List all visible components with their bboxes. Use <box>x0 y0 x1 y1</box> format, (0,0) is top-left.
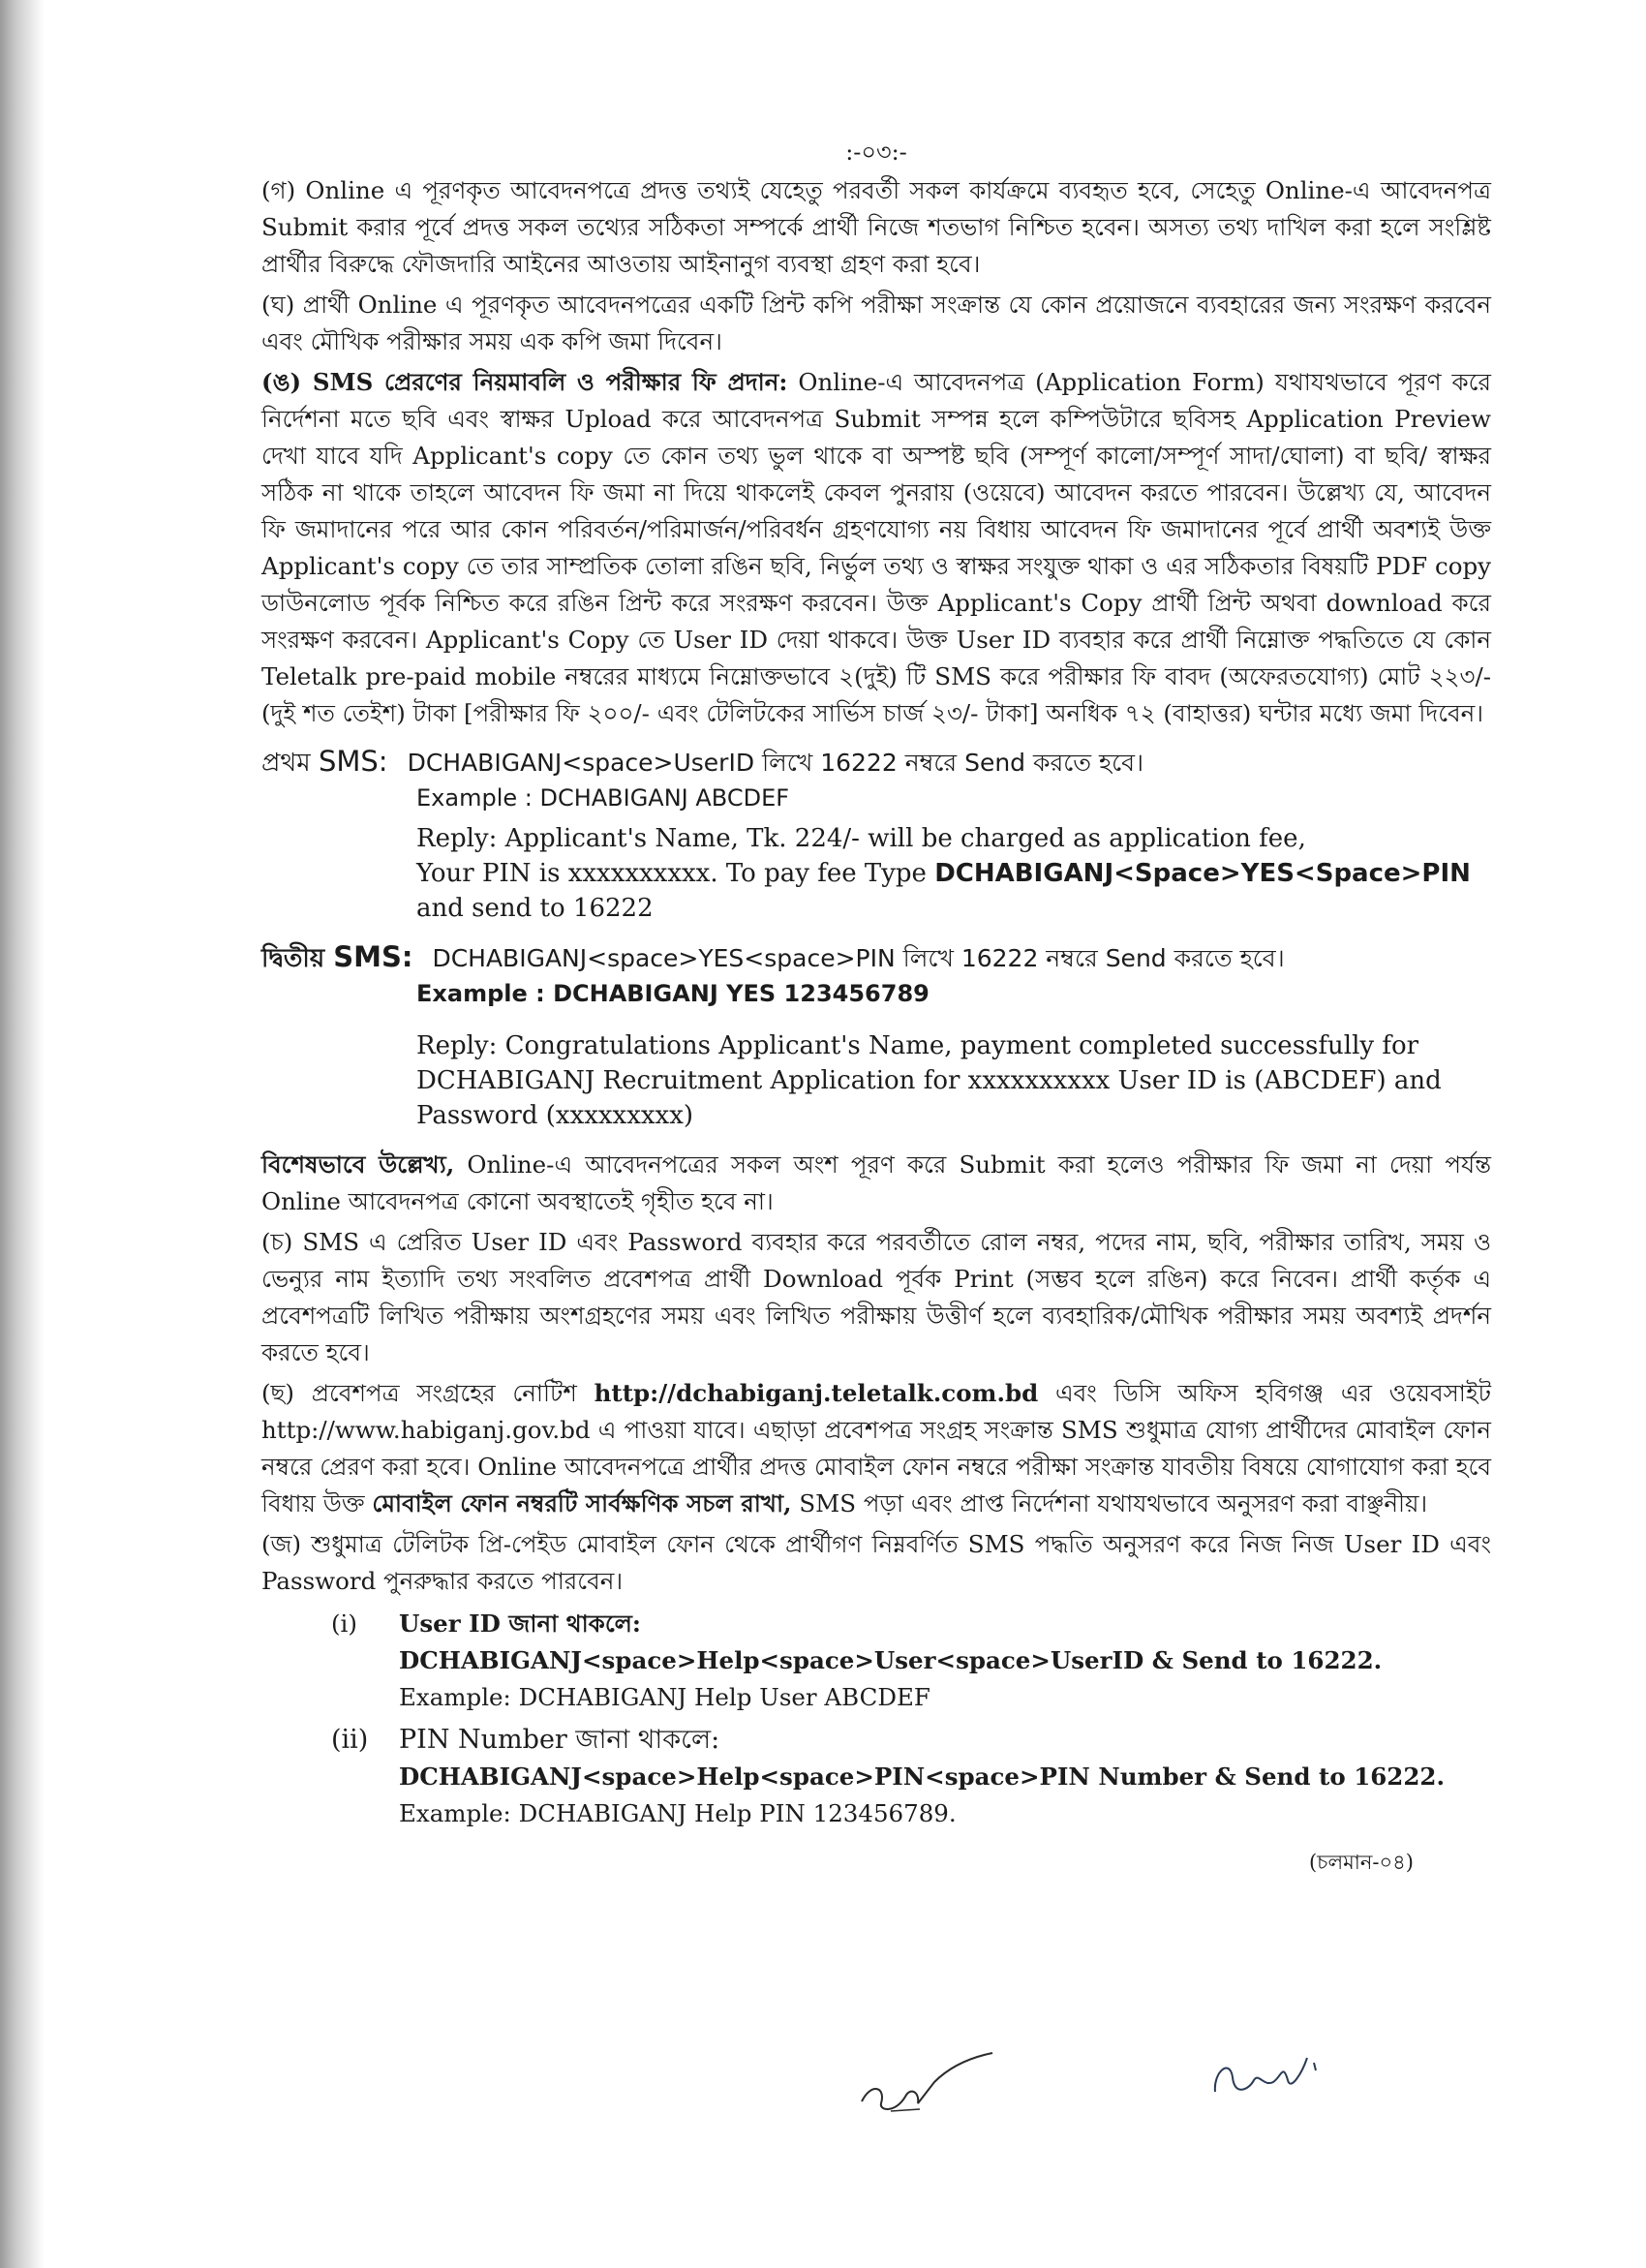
paragraph-gha: (ঘ) প্রার্থী Online এ পূরণকৃত আবেদনপত্রের একটি প্রিন্ট কপি পরীক্ষা সংক্রান্ত যে কোন প্রয়োজনে ব্যবহারের জন্য সংরক্ষণ করবেন এবং মৌখিক পরীক্ষার সময় এক কপি জমা দিবেন। <box>261 291 1491 355</box>
sms-second-reply <box>261 1028 1491 1133</box>
special-note-bold: বিশেষভাবে উল্লেখ্য, <box>261 1150 455 1179</box>
sms-first-command: DCHABIGANJ<space>UserID লিখে 16222 নম্বরে Send করতে হবে। <box>407 749 1144 777</box>
paragraph-cha: (চ) SMS এ প্রেরিত User ID এবং Password ব্যবহার করে পরবর্তীতে রোল নম্বর, পদের নাম, ছবি, পরীক্ষার তারিখ, সময় ও ভেন্যুর নাম ইত্যাদি তথ্য সংবলিত প্রবেশপত্র প্রার্থী Download পূর্বক Print (সম্ভব হলে রঙিন) করে নিবেন। প্রার্থী কর্তৃক এ প্রবেশপত্রটি লিখিত পরীক্ষায় অংশগ্রহণের সময় এবং লিখিত পরীক্ষায় উত্তীর্ণ হলে ব্যবহারিক/মৌখিক পরীক্ষার সময় অবশ্যই প্রদর্শন করতে হবে। <box>261 1228 1491 1366</box>
sms-first-label-sms: SMS: <box>318 745 388 778</box>
special-note <box>261 1147 1491 1220</box>
paragraph-chha <box>261 1375 1491 1522</box>
sms-second-label <box>261 939 412 976</box>
sms-second-label-prefix: দ্বিতীয় <box>261 944 325 973</box>
recovery-item-ii-command: DCHABIGANJ<space>Help<space>PIN<space>PIN Number & Send to 16222. <box>399 1762 1445 1791</box>
recovery-item-i-example: Example: DCHABIGANJ Help User ABCDEF <box>399 1683 930 1711</box>
sms-first-reply-line-1: Reply: Applicant's Name, Tk. 224/- will be charged as application fee, <box>416 824 1306 853</box>
sms-first-head <box>261 744 1491 781</box>
document-page <box>261 134 1491 1881</box>
recovery-item-i-title: User ID জানা থাকলে: <box>399 1609 641 1638</box>
paragraph-ga: (গ) Online এ পূরণকৃত আবেদনপত্রে প্রদত্ত তথ্যই যেহেতু পরবর্তী সকল কার্যক্রমে ব্যবহৃত হবে, সেহেতু Online-এ আবেদনপত্র Submit করার পূর্বে প্রদত্ত সকল তথ্যের সঠিকতা সম্পর্কে প্রার্থী নিজে শতভাগ নিশ্চিত হবেন। অসত্য তথ্য দাখিল করা হলে সংশ্লিষ্ট প্রার্থীর বিরুদ্ধে ফৌজদারি আইনের আওতায় আইনানুগ ব্যবস্থা গ্রহণ করা হবে। <box>261 176 1491 278</box>
signature-right <box>1205 2043 1341 2111</box>
paragraph-chha-part-2: এবং ডিসি অফিস হবিগঞ্জ এর ওয়েবসাইট http://www.habiganj.gov.bd এ পাওয়া যাবে। এছাড়া প্রবেশপত্র সংগ্রহ সংক্রান্ত SMS শুধুমাত্র যোগ্য প্রার্থীদের মোবাইল ফোন নম্বরে প্রেরণ করা হবে। Online আবেদনপত্রে প্রার্থীর প্রদত্ত মোবাইল ফোন নম্বরে পরীক্ষা সংক্রান্ত যাবতীয় বিষয়ে যোগাযোগ করা হবে বিধায় উক্ত <box>261 1379 1491 1517</box>
sms-second-block <box>261 939 1491 1133</box>
sms-first-reply <box>261 821 1491 926</box>
sms-first-reply-line-2 <box>416 856 1491 891</box>
sms-first-example: Example : DCHABIGANJ ABCDEF <box>416 784 790 812</box>
recovery-item-ii-body <box>399 1722 1491 1832</box>
recovery-item-i-number: (i) <box>331 1609 357 1638</box>
page-number: :-০৩:- <box>845 138 907 166</box>
recovery-item-i-body <box>399 1606 1491 1716</box>
recovery-item-ii-title: PIN Number জানা থাকলে: <box>399 1725 720 1755</box>
paragraph-uma-body: Online-এ আবেদনপত্র (Application Form) যথাযথভাবে পূরণ করে নির্দেশনা মতে ছবি এবং স্বাক্ষর Upload করে আবেদনপত্র Submit সম্পন্ন হলে কম্পিউটারে ছবিসহ Application Preview দেখা যাবে যদি Applicant's copy তে কোন তথ্য ভুল থাকে বা অস্পষ্ট ছবি (সম্পূর্ণ কালো/সম্পূর্ণ সাদা/ঘোলা) বা ছবি/ স্বাক্ষর সঠিক না থাকে তাহলে আবেদন ফি জমা না দিয়ে থাকলেই কেবল পুনরায় (ওয়েবে) আবেদন করতে পারবেন। উল্লেখ্য যে, আবেদন ফি জমাদানের পরে আর কোন পরিবর্তন/পরিমার্জন/পরিবর্ধন গ্রহণযোগ্য নয় বিধায় আবেদন ফি জমাদানের পূর্বে প্রার্থী অবশ্যই উক্ত Applicant's copy তে তার সাম্প্রতিক তোলা রঙিন ছবি, নির্ভুল তথ্য ও স্বাক্ষর সংযুক্ত থাকা ও এর সঠিকতার বিষয়টি PDF copy ডাউনলোড পূর্বক নিশ্চিত করে রঙিন প্রিন্ট করে সংরক্ষণ করবেন। উক্ত Applicant's Copy প্রার্থী প্রিন্ট অথবা download করে সংরক্ষণ করবেন। Applicant's Copy তে User ID দেয়া থাকবে। উক্ত User ID ব্যবহার করে প্রার্থী নিম্নোক্ত পদ্ধতিতে যে কোন Teletalk pre-paid mobile নম্বরের মাধ্যমে নিম্নোক্তভাবে ২(দুই) টি SMS করে পরীক্ষার ফি বাবদ (অফেরতযোগ্য) মোট ২২৩/- (দুই শত তেইশ) টাকা [পরীক্ষার ফি ২০০/- এবং টেলিটকের সার্ভিস চার্জ ২৩/- টাকা] অনধিক ৭২ (বাহাত্তর) ঘন্টার মধ্যে জমা দিবেন। <box>261 368 1491 727</box>
paragraph-ja: (জ) শুধুমাত্র টেলিটক প্রি-পেইড মোবাইল ফোন থেকে প্রার্থীগণ নিম্নবর্ণিত SMS পদ্ধতি অনুসরণ করে নিজ নিজ User ID এবং Password পুনরুদ্ধার করতে পারবেন। <box>261 1530 1491 1595</box>
paragraph-uma <box>261 364 1491 732</box>
paragraph-chha-part-1: (ছ) প্রবেশপত্র সংগ্রহের নোটিশ <box>261 1379 594 1407</box>
sms-second-command: DCHABIGANJ<space>YES<space>PIN লিখে 16222 নম্বরে Send করতে হবে। <box>432 944 1285 972</box>
recovery-item-i <box>261 1606 1491 1716</box>
sms-second-head <box>261 939 1491 976</box>
sms-first-block <box>261 744 1491 926</box>
sms-second-reply-line-3: Password (xxxxxxxxx) <box>416 1101 694 1130</box>
recovery-item-ii-example: Example: DCHABIGANJ Help PIN 123456789. <box>399 1799 957 1827</box>
sms-first-reply-line-2a: Your PIN is xxxxxxxxxx. To pay fee Type <box>416 859 935 888</box>
paragraph-chha-part-3: SMS পড়া এবং প্রাপ্ত নির্দেশনা যথাযথভাবে অনুসরণ করা বাঞ্ছনীয়। <box>791 1489 1428 1517</box>
signature-left <box>852 2043 997 2121</box>
sms-first-label <box>261 744 388 781</box>
continued-marker: (চলমান-০৪) <box>1308 1851 1414 1874</box>
recovery-item-ii <box>261 1722 1491 1832</box>
sms-first-reply-line-2b: DCHABIGANJ<Space>YES<Space>PIN <box>934 859 1471 888</box>
sms-second-example: Example : DCHABIGANJ YES 123456789 <box>416 980 930 1007</box>
special-note-body: Online-এ আবেদনপত্রের সকল অংশ পূরণ করে Submit করা হলেও পরীক্ষার ফি জমা না দেয়া পর্যন্ত Online আবেদনপত্র কোনো অবস্থাতেই গৃহীত হবে না। <box>261 1150 1491 1215</box>
sms-second-reply-line-2: DCHABIGANJ Recruitment Application for xxxxxxxxxx User ID is (ABCDEF) and <box>416 1066 1442 1095</box>
scan-edge-shadow <box>0 0 45 2268</box>
sms-first-label-prefix: প্রথম <box>261 749 311 778</box>
recovery-item-ii-number: (ii) <box>331 1725 369 1755</box>
paragraph-uma-heading: (ঙ) SMS প্রেরণের নিয়মাবলি ও পরীক্ষার ফি প্রদান: <box>261 368 788 396</box>
recovery-item-i-command: DCHABIGANJ<space>Help<space>User<space>UserID & Send to 16222. <box>399 1646 1383 1674</box>
sms-second-label-sms: SMS: <box>333 940 413 973</box>
sms-first-reply-line-3: and send to 16222 <box>416 894 654 923</box>
teletalk-url: http://dchabiganj.teletalk.com.bd <box>594 1379 1039 1407</box>
sms-second-reply-line-1: Reply: Congratulations Applicant's Name, payment completed successfully for <box>416 1031 1419 1060</box>
paragraph-chha-bold: মোবাইল ফোন নম্বরটি সার্বক্ষণিক সচল রাখা, <box>372 1489 792 1517</box>
